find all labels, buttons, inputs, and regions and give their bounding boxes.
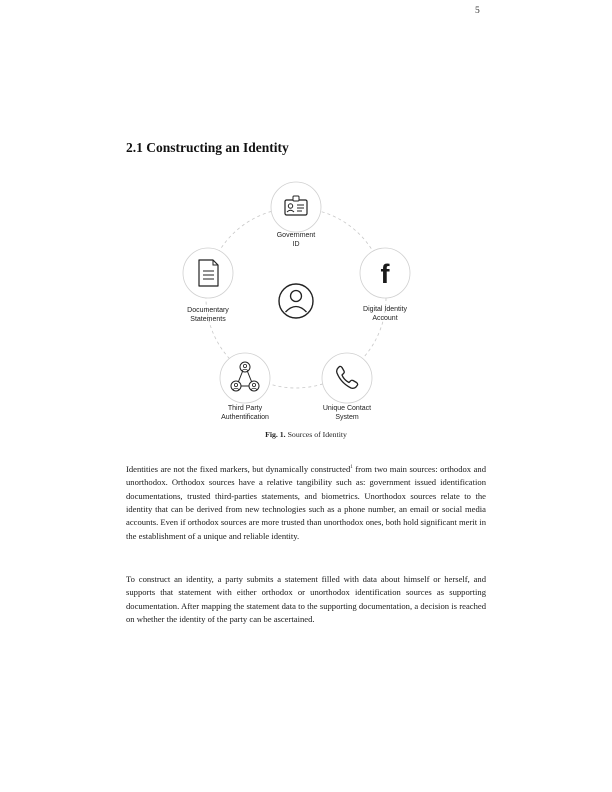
person-circle-icon [279, 284, 313, 318]
label-documentary: Documentary Statements [187, 307, 229, 323]
page-number: 5 [475, 6, 480, 16]
label-digital-identity: Digital Identity Account [363, 306, 407, 322]
label-third-party: Third Party Authentification [221, 405, 269, 421]
node-digital-identity [360, 248, 410, 298]
label-government-id: Government ID [276, 232, 316, 248]
figure-caption [126, 430, 486, 439]
paragraph-1: Identities are not the fixed markers, but dynamically constructed$^1$ from two main sources: orthodox and unorthodox. Orthodox sources have a relative tangibility such as: government issued identification documentations, trusted third-parties statements, and biometrics. Unorthodox sources relate to the identity that can be derived from new technologies such as a phone number, an email or social media accounts. Even if orthodox sources are more trusted than unorthodox ones, both hold significant merit in the establishment of a unique and reliable identity. [126, 463, 486, 541]
node-third-party [220, 353, 270, 403]
node-government-id [271, 182, 321, 232]
node-unique-contact [322, 353, 372, 403]
label-unique-contact: Unique Contact System [322, 405, 372, 421]
figure-sources-of-identity [126, 180, 486, 445]
figure-caption-text: Sources of Identity [285, 430, 347, 439]
footnote-ref-1[interactable]: 1 [350, 465, 353, 470]
section-heading: 2.1 Constructing an Identity [126, 140, 289, 155]
facebook-icon: f [380, 259, 390, 289]
paragraph-2: To construct an identity, a party submits a statement filled with data about himself or herself, and supports that statement with either orthodox or unorthodox identification sources as supporting documentation. After mapping the statement data to the supporting documentation, a decision is reached on whether the identity of the party can be ascertained. [126, 574, 486, 625]
figure-caption-label: Fig. 1. [265, 430, 286, 439]
node-documentary [183, 248, 233, 298]
